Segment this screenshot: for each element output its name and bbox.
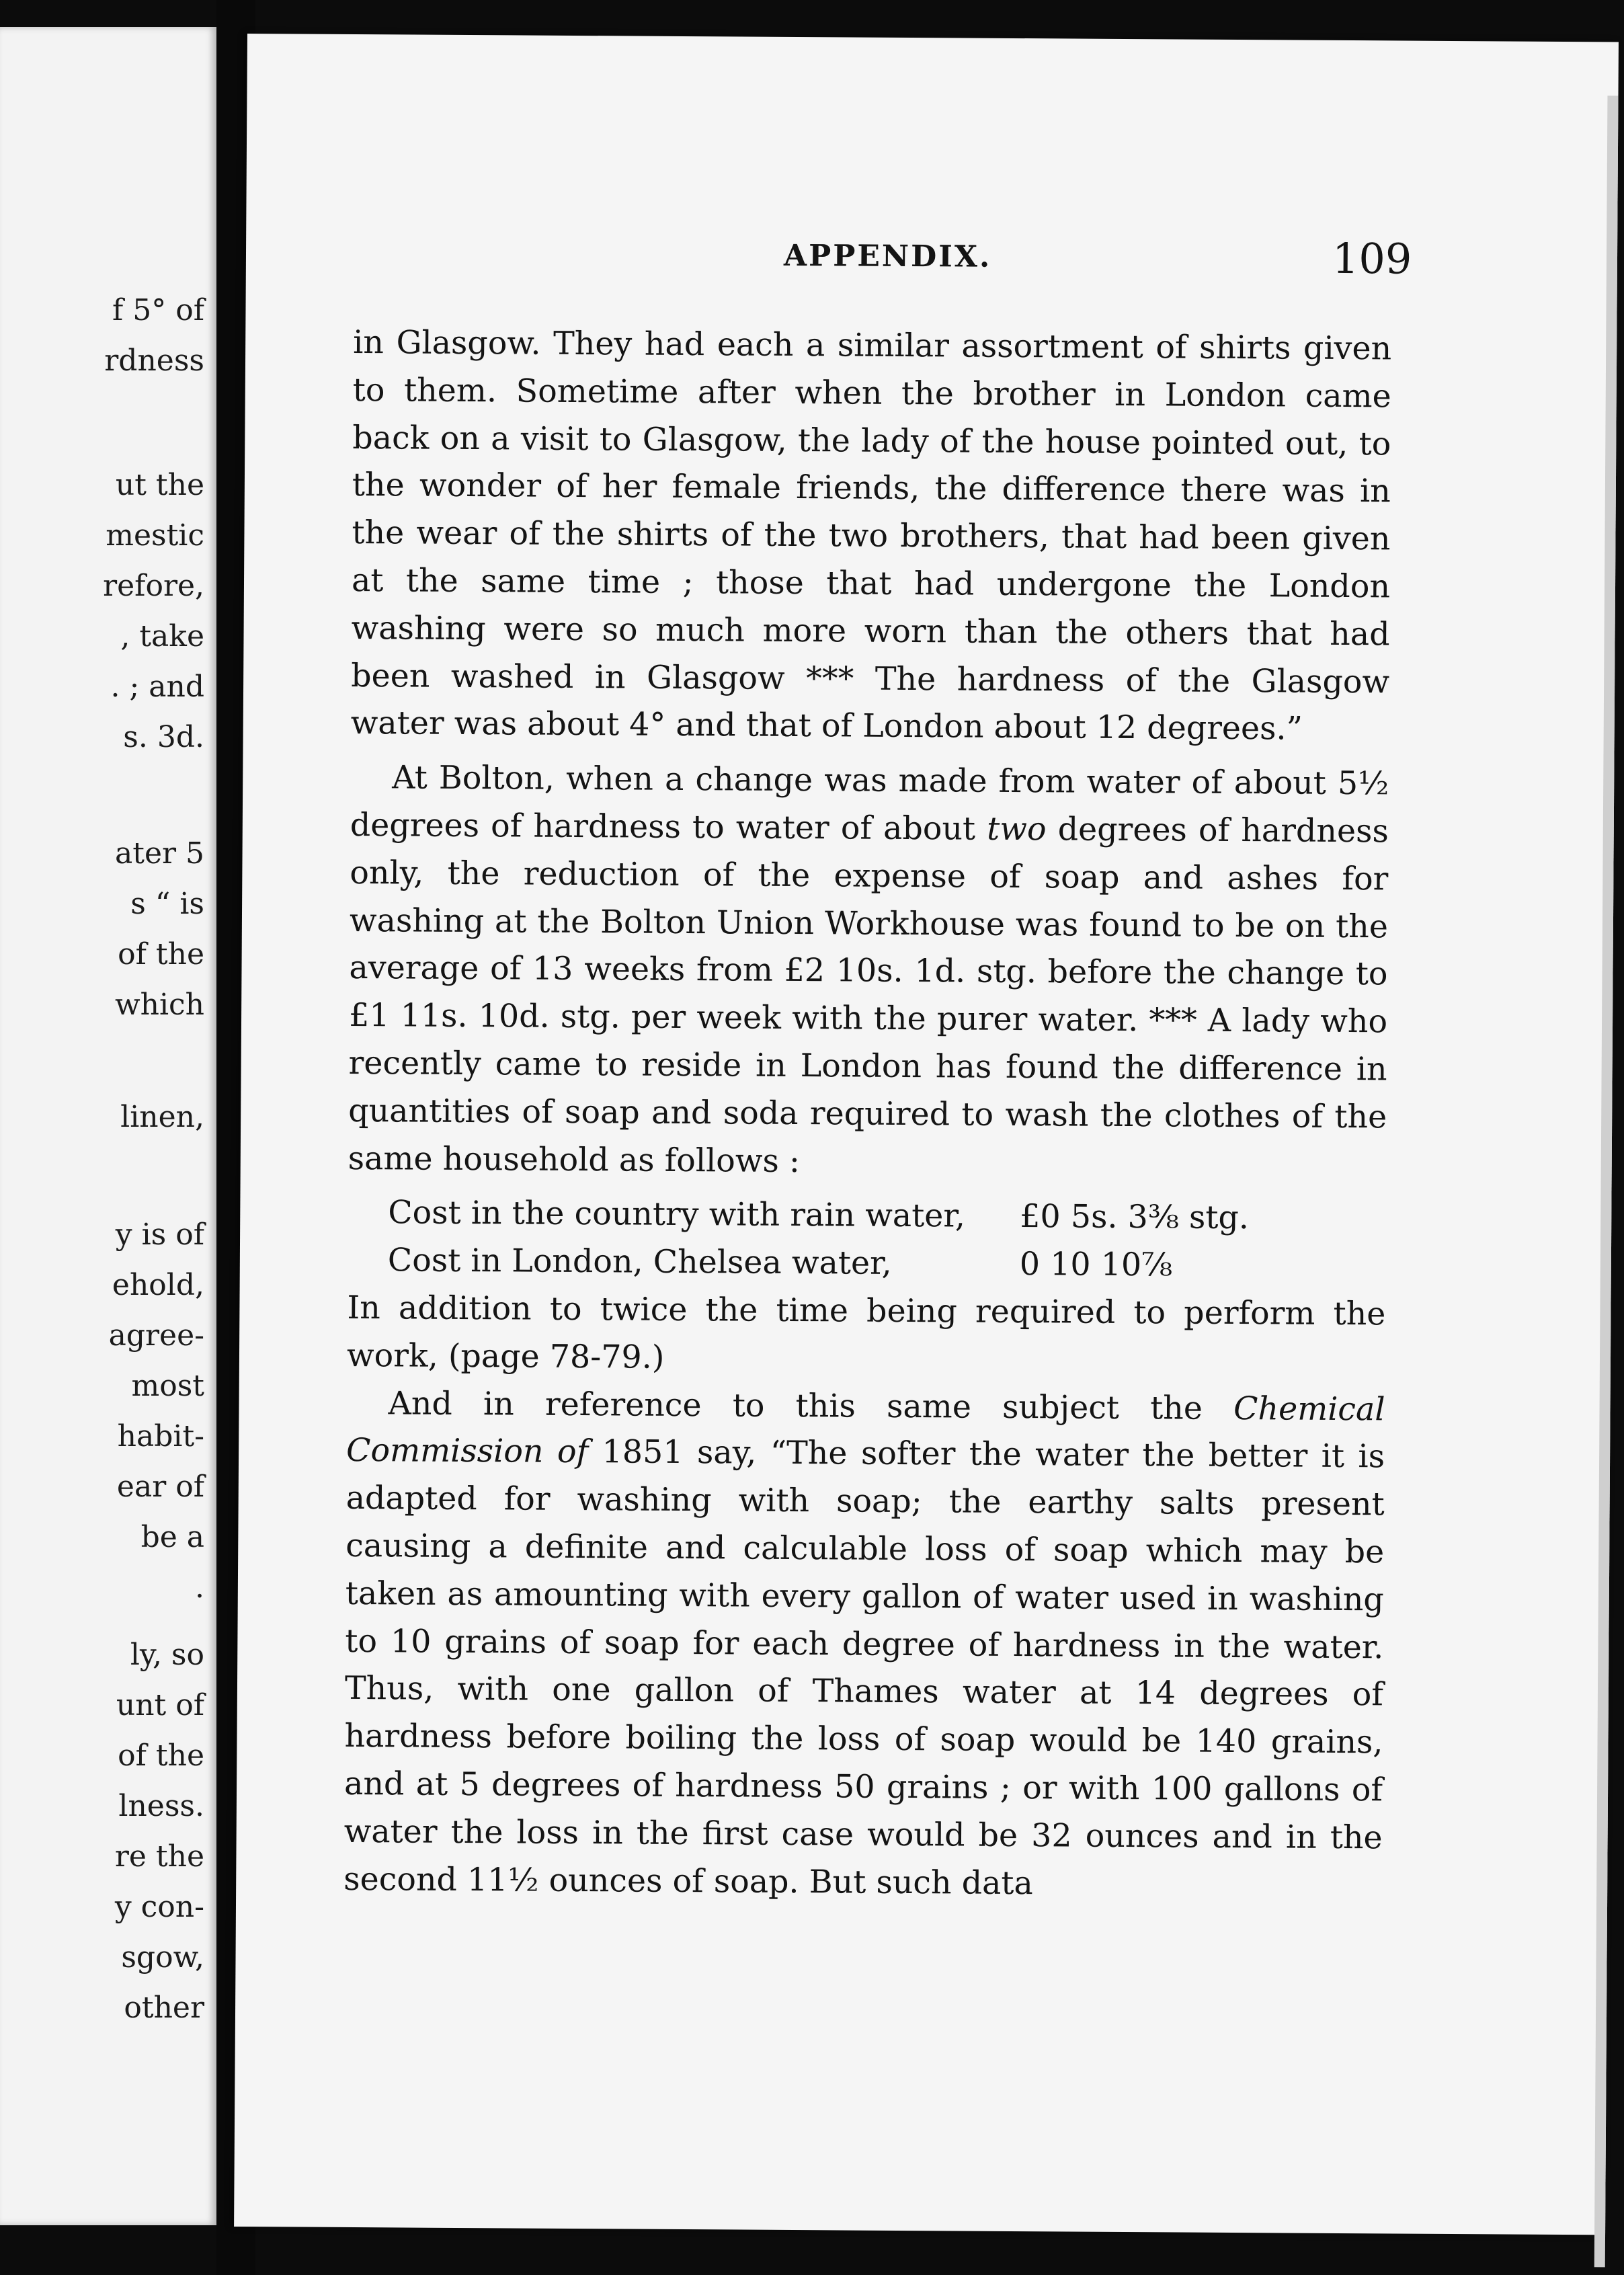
left-page-line: of the [118,1739,204,1773]
left-page-line: , take [120,619,204,653]
cost-row [348,1237,1386,1291]
paragraph-addition: In addition to twice the time being required to perform the work, (page 78-79.) [346,1289,1386,1376]
paragraph-commission-emphasis: Chemical Commission of [346,1390,1385,1471]
paragraph-bolton-emphasis: two [987,810,1047,848]
paragraph-commission-text-1: And in reference to this same subject the [388,1384,1234,1427]
page-header [246,233,1412,289]
paragraph-commission-text-2: 1851 say, “The softer the water the better it is adapted for washing with soap; the earthy salts present causing a definite and calculable loss of soap which may be taken as amounting with every gallon of water used in washing to 10 grains of soap for each degree of hardness in the water. Thus, with one gallon of Thames water at 14 degrees of hardness before boiling the loss of soap would be 140 grains, and at 5 degrees of hardness 50 grains ; or with 100 gallons of water the loss in the first case would be 32 ounces and in the second 11½ ounces of soap. But such data [343,1433,1385,1902]
left-page-line: ater 5 [115,836,204,871]
left-page-line: ut the [115,468,204,502]
left-page-line: . [195,1570,204,1605]
page-body [343,319,1391,1910]
left-page-line: s “ is [130,887,204,921]
left-page-line: refore, [103,569,204,603]
left-page-line: agree- [108,1318,204,1353]
left-page-line: of the [118,937,204,971]
left-page-line: y con- [114,1890,204,1924]
left-page-line: which [114,988,204,1022]
paragraph-chemical-commission [343,1380,1385,1909]
paragraph-bolton-text-2: degrees of hardness only, the reduction of the expense of soap and ashes for washing at the Bolton Union Workhouse was found to be on the average of 13 weeks from £2 10s. 1d. stg. before the change to £1 11s. 10d. stg. per week with the purer water. *** A lady who recently came to reside in London has found the difference in quantities of soap and soda required to wash the clothes of the same household as follows : [348,811,1389,1180]
left-page-line: . ; and [110,670,204,704]
cost-amount: 0 10 10⅞ [1019,1246,1173,1284]
left-page-line: ly, so [130,1638,204,1672]
left-page-line: f 5° of [112,293,204,327]
left-page-fragment [0,27,216,2225]
right-page [234,34,1619,2235]
cost-comparison [348,1189,1387,1291]
page-edge [1594,95,1619,2267]
paragraph-bolton [348,754,1389,1189]
left-page-line: rdness [104,344,204,378]
left-page-line: most [131,1369,204,1403]
left-page-line: ehold, [112,1268,204,1302]
paragraph-glasgow-shirts: in Glasgow. They had each a similar assortment of shirts given to them. Sometime after when the brother in London came back on a visit to Glasgow, the lady of the house pointed out, to the wonder of her female friends, the difference there was in the wear of the shirts of the two brothers, that had been given at the same time ; those that had undergone the London washing were so much more worn than the others that had been washed in Glasgow *** The hardness of the Glasgow water was about 4° and that of London about 12 degrees.” [350,323,1392,748]
cost-amount: £0 5s. 3⅜ stg. [1020,1198,1250,1237]
cost-label: Cost in the country with rain water, [388,1194,966,1235]
cost-label: Cost in London, Chelsea water, [387,1242,892,1283]
cost-row [348,1189,1386,1243]
paragraph-bolton-text-1: At Bolton, when a change was made from water of about 5½ degrees of hardness to water of about [350,759,1389,848]
left-page-line: be a [140,1520,204,1554]
left-page-line: ear of [116,1470,204,1504]
left-page-line: s. 3d. [123,720,204,754]
left-page-line: mestic [106,518,204,553]
left-page-line: linen, [120,1100,204,1134]
left-page-line: lness. [118,1789,204,1823]
running-head: APPENDIX. [783,238,992,274]
left-page-line: sgow, [121,1940,204,1974]
left-page-line: habit- [117,1419,204,1453]
left-page-line: other [124,1991,204,2025]
page-number: 109 [1332,233,1412,284]
left-page-line: y is of [115,1218,204,1252]
left-page-line: unt of [116,1688,204,1722]
left-page-line: re the [114,1839,204,1874]
